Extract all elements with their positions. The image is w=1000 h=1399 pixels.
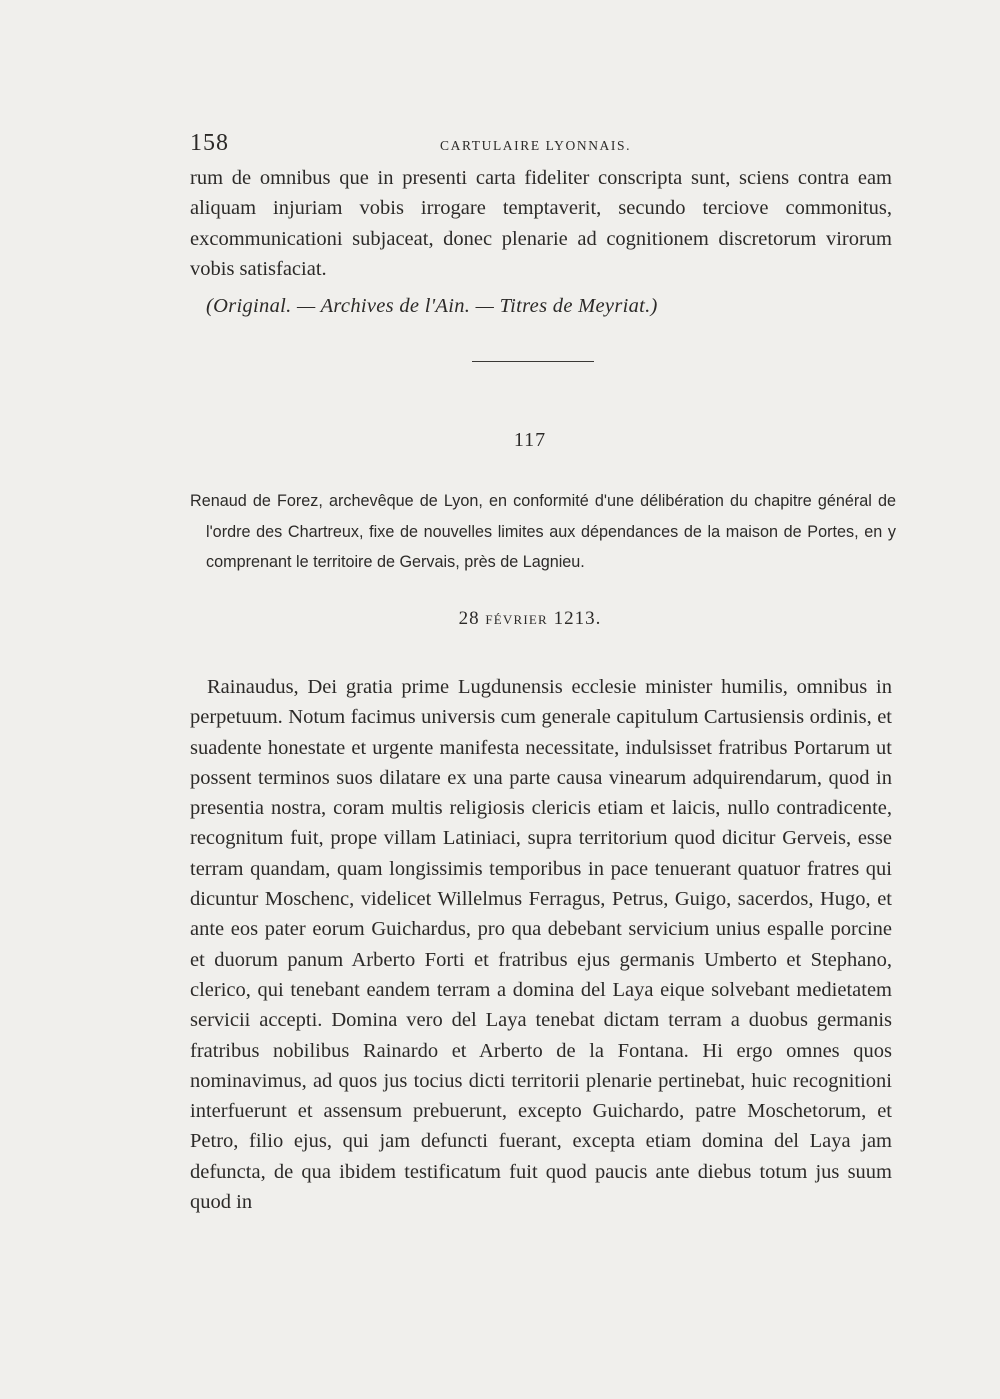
date-year: 1213.	[553, 608, 602, 629]
charter-text: Rainaudus, Dei gratia prime Lugdunensis ecclesie minister humilis, omnibus in perpetuum. Notum facimus universis cum generale capitulum Cartusiensis ordinis, et suadente honestate et urgente manifesta necessitate, indulsisset fratribus Portarum ut possent terminos suos dilatare ex una parte causa vinearum adquirendarum, quod in presentia nostra, coram multis religiosis clericis etiam et laicis, nullo contradicente, recognitum fuit, prope villam Latiniaci, supra territorium quod dicitur Gerveis, esse terram quandam, quam longissimis temporibus in pace tenuerant quatuor fratres qui dicuntur Moschenc, videlicet Willelmus Ferragus, Petrus, Guigo, sacerdos, Hugo, et ante eos pater eorum Guichardus, pro qua debebant servicium unius espalle porcine et duorum panum Arberto Forti et fratribus ejus germanis Umberto et Stephano, clerico, qui tenebant eandem terram a domina del Laya eique solvebant medietatem servicii accepti. Domina vero del Laya tenebat dictam terram a duobus germanis fratribus nobilibus Rainardo et Arberto de la Fontana. Hi ergo omnes quos nominavimus, ad quos jus tocius dicti territorii plenarie pertinebat, huic recognitioni interfuerunt et assensum prebuerunt, excepto Guichardo, patre Moschetorum, et Petro, filio ejus, qui jam defuncti fuerant, excepta etiam domina del Laya jam defuncta, de qua ibidem testificatum fuit quod paucis ante diebus totum jus suum quod in	[190, 676, 892, 1214]
document-date	[430, 608, 630, 630]
section-divider	[472, 361, 594, 362]
running-title: CARTULAIRE LYONNAIS.	[440, 138, 632, 153]
date-day: 28	[458, 608, 480, 629]
continuation-text: rum de omnibus que in presenti carta fideliter conscripta sunt, sciens contra eam aliquam injuriam vobis irrogare temptaverit, secundo terciove commonitus, excommunicationi subjaceat, donec plenarie ad cognitionem discretorum virorum vobis satisfaciat.	[190, 167, 892, 280]
document-number: 117	[513, 429, 547, 451]
running-head	[190, 130, 890, 160]
page-number: 158	[190, 130, 229, 156]
continuation-paragraph	[190, 163, 892, 284]
document-summary: Renaud de Forez, archevêque de Lyon, en conformité d'une délibération du chapitre général de l'ordre des Chartreux, fixe de nouvelles limites aux dépendances de la maison de Portes, en y comprenant le territoire de Gervais, près de Lagnieu.	[190, 492, 896, 571]
source-note: (Original. — Archives de l'Ain. — Titres de Meyriat.)	[206, 295, 658, 317]
charter-text-block	[190, 672, 892, 1217]
date-month: FÉVRIER	[485, 612, 548, 627]
